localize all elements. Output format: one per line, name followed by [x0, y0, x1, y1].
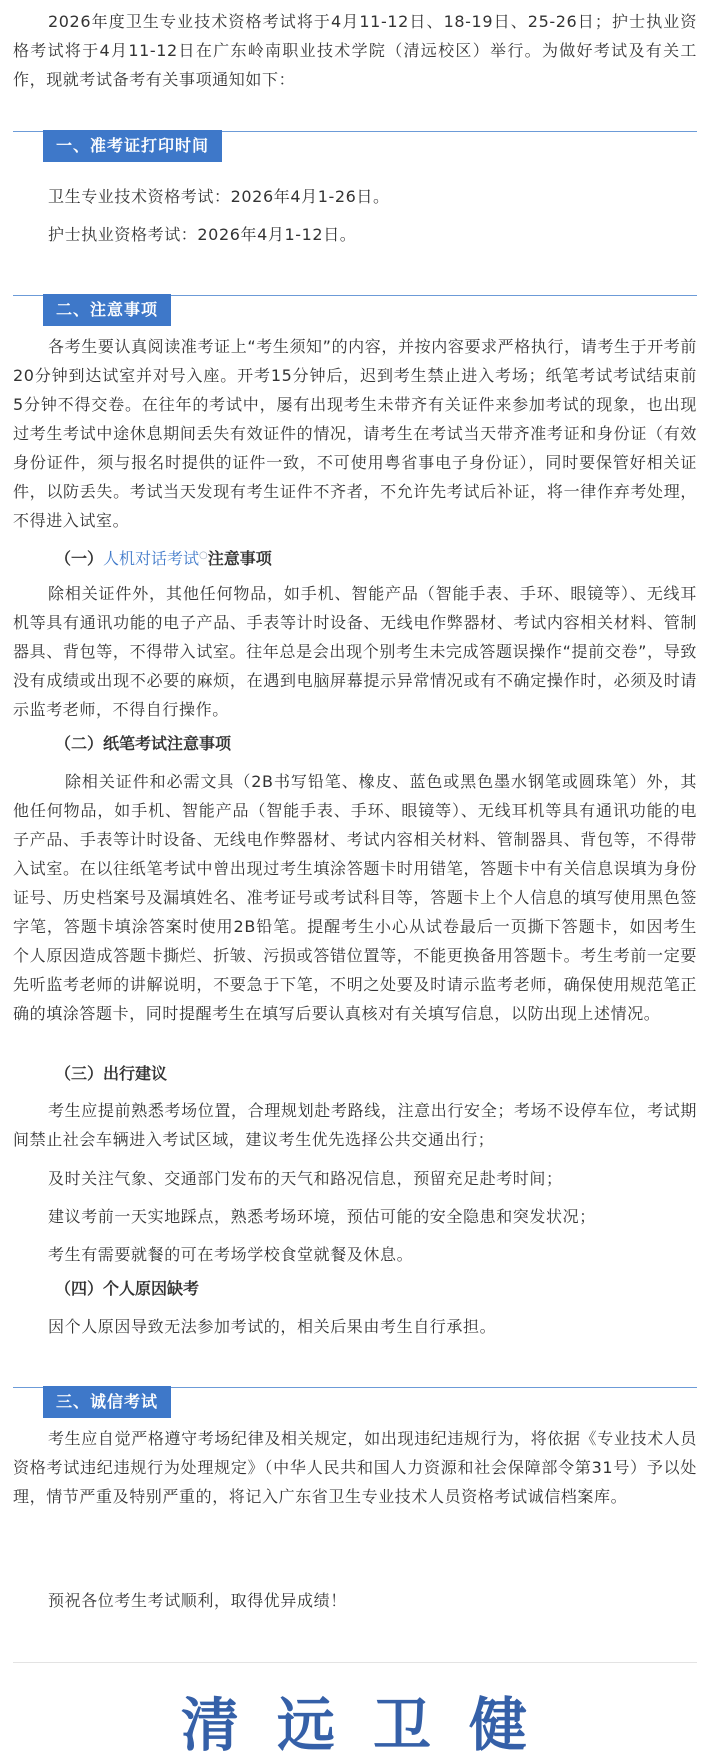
section-title: 三、诚信考试 [43, 1386, 171, 1418]
section-header-notes [13, 284, 697, 330]
banner-logo-text: 清远卫健 [181, 1691, 566, 1759]
computer-exam-paragraph: 除相关证件外，其他任何物品，如手机、智能产品（智能手表、手环、眼镜等）、无线耳机等具有通讯功能的电子产品、手表等计时设备、无线电作弊器材、考试内容相关材料、管制器具、背包等，不得带入试室。往年总是会出现个别考生未完成答题误操作“提前交卷”，导致没有成绩或出现不必要的麻烦，在遇到电脑屏幕提示异常情况或有不确定操作时，必须及时请示监考老师，不得自行操作。 [13, 584, 697, 719]
footer-banner [13, 1662, 697, 1759]
link-marker-icon: ○ [199, 550, 208, 561]
subsection-title-computer-exam [13, 541, 697, 573]
subsection-suffix: 注意事项 [207, 549, 272, 568]
subsection-title-absence: （四）个人原因缺考 [55, 1279, 200, 1298]
section-title: 一、准考证打印时间 [43, 130, 222, 162]
intro-paragraph: 2026年度卫生专业技术资格考试将于4月11-12日、18-19日、25-26日；护士执业资格考试将于4月11-12日在广东岭南职业技术学院（清远校区）举行。为做好考试及有关工作，现就考试备考有关事项通知如下： [13, 12, 697, 89]
admission-date-health: 卫生专业技术资格考试：2026年4月1-26日。 [48, 187, 390, 206]
admission-date-nurse: 护士执业资格考试：2026年4月1-12日。 [48, 225, 357, 244]
travel-item: 建议考前一天实地踩点，熟悉考场环境，预估可能的安全隐患和突发状况； [48, 1207, 596, 1226]
subsection-prefix: （一） [55, 549, 104, 568]
closing-wish: 预祝各位考生考试顺利，取得优异成绩！ [48, 1591, 347, 1610]
section-title: 二、注意事项 [43, 294, 171, 326]
travel-item: 及时关注气象、交通部门发布的天气和路况信息，预留充足赴考时间； [48, 1169, 563, 1188]
section-header-admission-ticket [13, 120, 697, 166]
travel-item: 考生有需要就餐的可在考场学校食堂就餐及休息。 [48, 1245, 414, 1264]
section-header-integrity [13, 1376, 697, 1422]
subsection-title-paper-exam: （二）纸笔考试注意事项 [55, 734, 232, 753]
notes-paragraph: 各考生要认真阅读准考证上“考生须知”的内容，并按内容要求严格执行，请考生于开考前20分钟到达试室并对号入座。开考15分钟后，迟到考生禁止进入考场；纸笔考试考试结束前5分钟不得交卷。在往年的考试中，屡有出现考生未带齐有关证件来参加考试的现象，也出现过考生考试中途休息期间丢失有效证件的情况，请考生在考试当天带齐准考证和身份证（有效身份证件，须与报名时提供的证件一致，不可使用粤省事电子身份证），同时要保管好相关证件，以防丢失。考试当天发现有考生证件不齐者，不允许先考试后补证，将一律作弃考处理，不得进入试室。 [13, 337, 697, 530]
computer-exam-link[interactable]: 人机对话考试 [103, 549, 200, 568]
absence-paragraph: 因个人原因导致无法参加考试的，相关后果由考生自行承担。 [48, 1317, 497, 1336]
integrity-paragraph: 考生应自觉严格遵守考场纪律及相关规定，如出现违纪违规行为，将依据《专业技术人员资格考试违纪违规行为处理规定》（中华人民共和国人力资源和社会保障部令第31号）予以处理，情节严重及特别严重的，将记入广东省卫生专业技术人员资格考试诚信档案库。 [13, 1429, 697, 1506]
travel-item: 考生应提前熟悉考场位置，合理规划赴考路线，注意出行安全；考场不设停车位，考试期间禁止社会车辆进入考试区域，建议考生优先选择公共交通出行； [13, 1101, 697, 1149]
subsection-title-travel: （三）出行建议 [55, 1064, 168, 1083]
paper-exam-paragraph: 除相关证件和必需文具（2B书写铅笔、橡皮、蓝色或黑色墨水钢笔或圆珠笔）外，其他任何物品，如手机、智能产品（智能手表、手环、眼镜等）、无线耳机等具有通讯功能的电子产品、手表等计时设备、无线电作弊器材、考试内容相关材料、管制器具、背包等，不得带入试室。在以往纸笔考试中曾出现过考生填涂答题卡时用错笔，答题卡中有关信息误填为身份证号、历史档案号及漏填姓名、准考证号或考试科目等，答题卡上个人信息的填写使用黑色签字笔，答题卡填涂答案时使用2B铅笔。提醒考生小心从试卷最后一页撕下答题卡，如因考生个人原因造成答题卡撕烂、折皱、污损或答错位置等，不能更换备用答题卡。考生考前一定要先听监考老师的讲解说明，不要急于下笔，不明之处要及时请示监考老师，确保使用规范笔正确的填涂答题卡，同时提醒考生在填写后要认真核对有关填写信息，以防出现上述情况。 [13, 772, 697, 1023]
